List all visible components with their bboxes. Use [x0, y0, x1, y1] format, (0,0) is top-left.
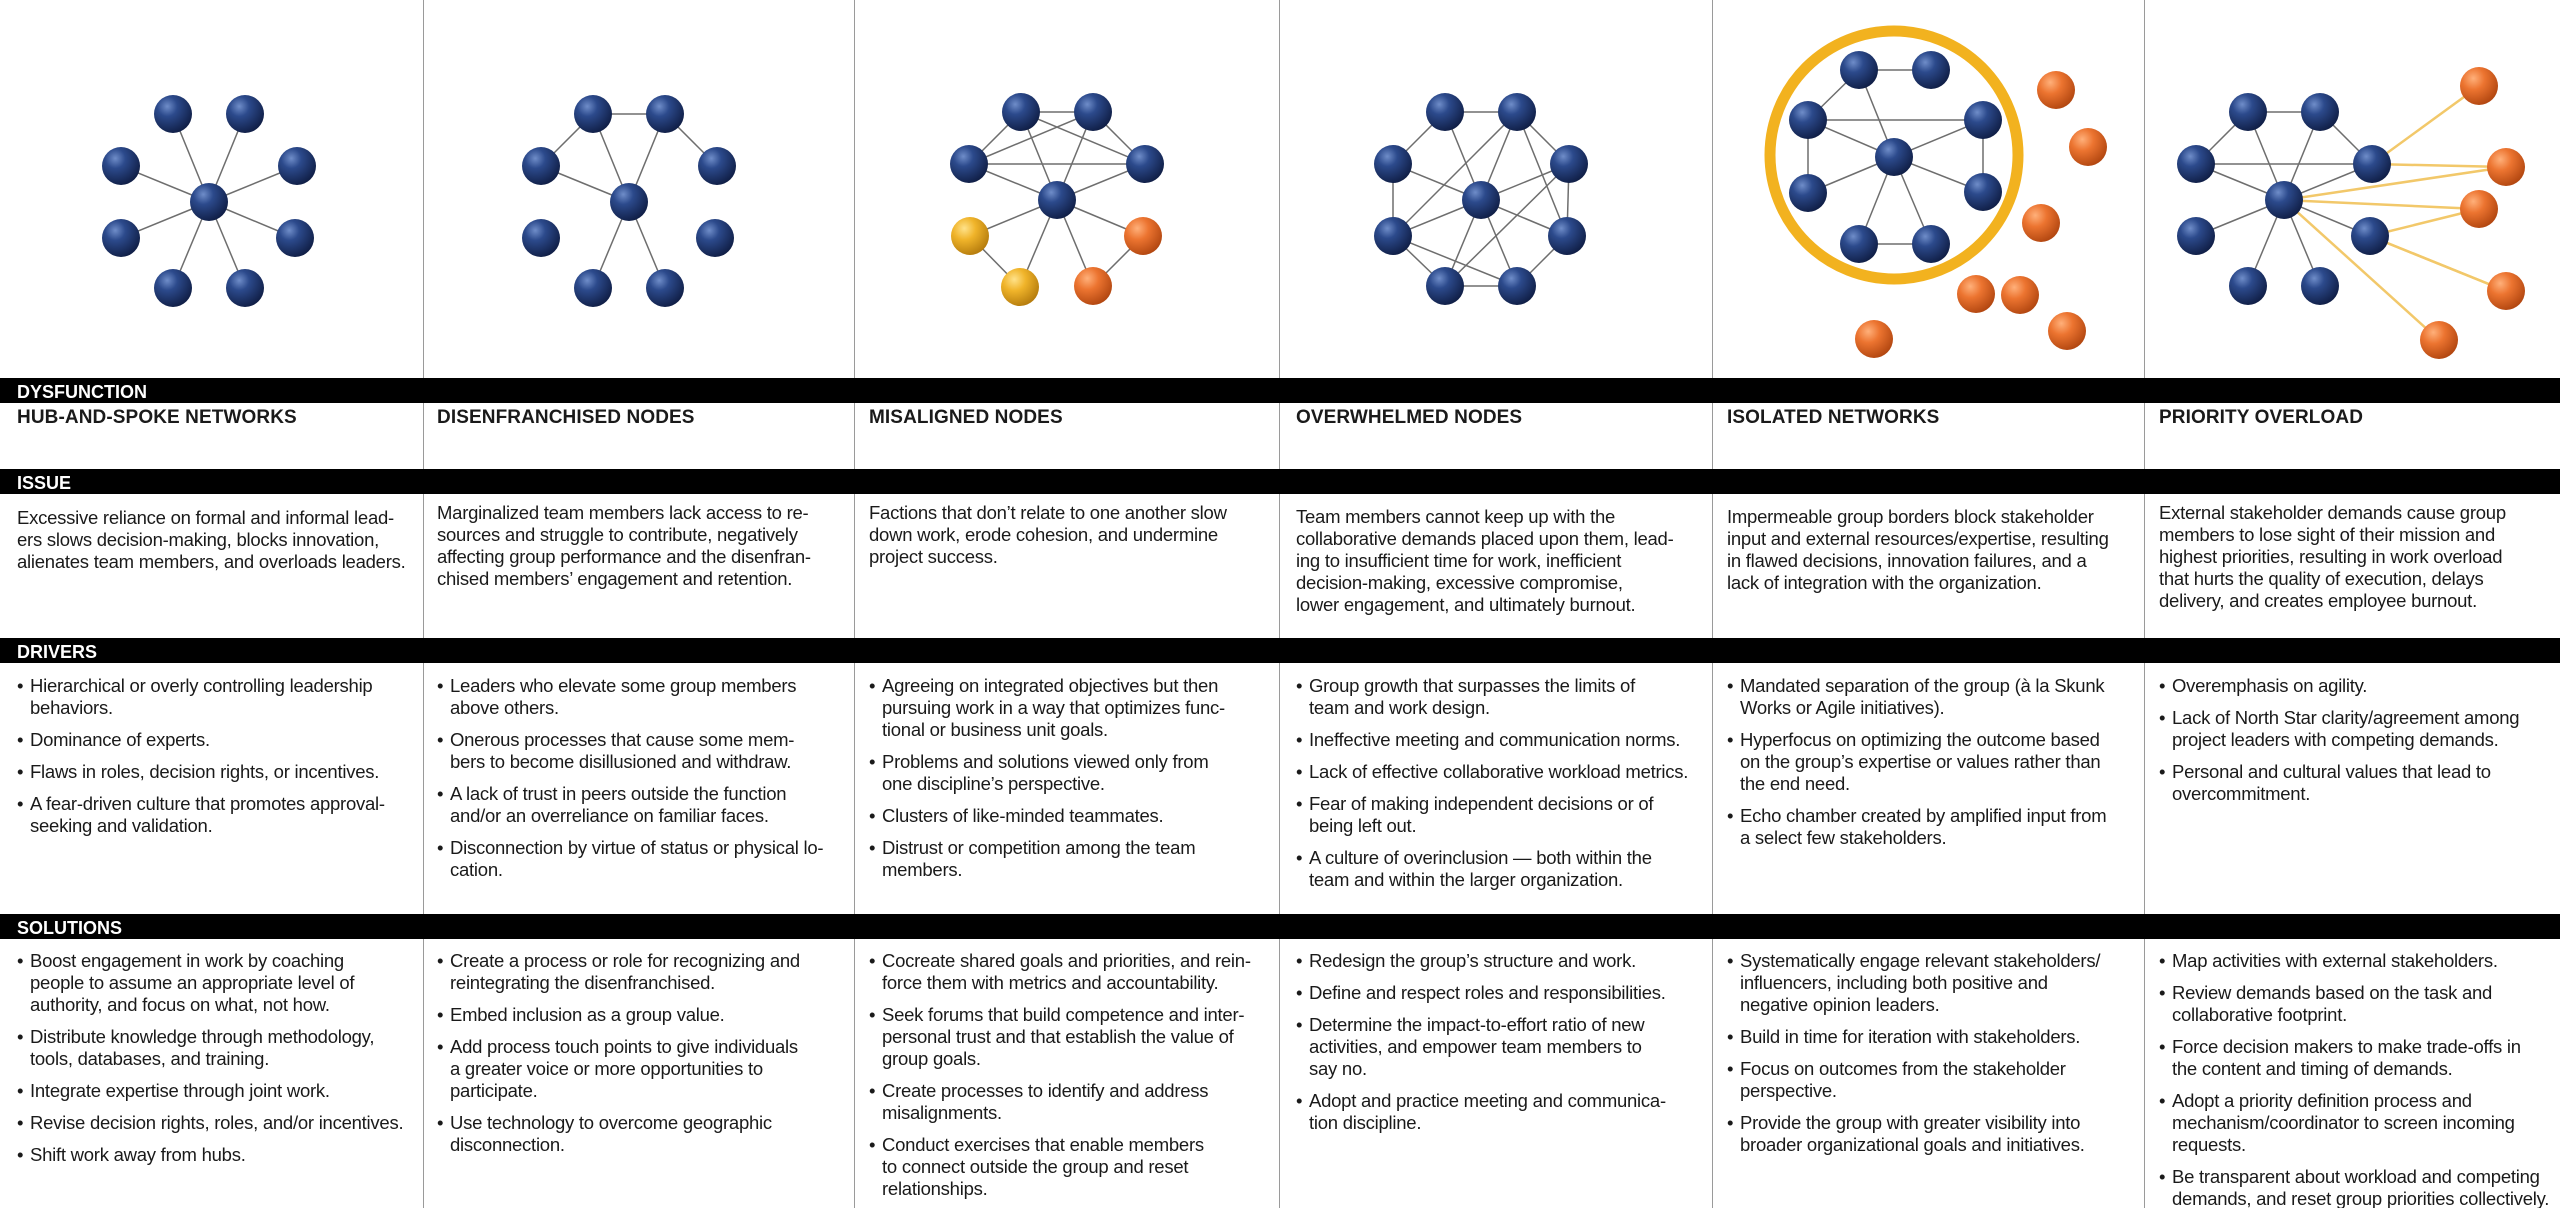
- external-node: [2460, 190, 2498, 228]
- column-divider: [1279, 0, 1280, 1208]
- bullet-item: • Revise decision rights, roles, and/or incentives.: [17, 1112, 417, 1134]
- bullet-item: • Clusters of like-minded teammates.: [869, 805, 1274, 827]
- network-node: [1964, 101, 2002, 139]
- bullet-item: • Adopt a priority definition process and mechanism/coordinator to screen incoming requests.: [2159, 1090, 2557, 1156]
- network-diagrams: [0, 0, 2560, 378]
- drivers-list: [437, 675, 847, 891]
- network-node: [696, 219, 734, 257]
- bullet-item: • Force decision makers to make trade-offs in the content and timing of demands.: [2159, 1036, 2557, 1080]
- bullet-item: • Map activities with external stakeholders.: [2159, 950, 2557, 972]
- network-node: [1964, 173, 2002, 211]
- network-node: [1789, 174, 1827, 212]
- column-divider: [854, 0, 855, 1208]
- bullet-item: • A lack of trust in peers outside the function and/or an overreliance on familiar faces.: [437, 783, 847, 827]
- external-node: [1957, 275, 1995, 313]
- network-node: [1498, 267, 1536, 305]
- bullet-item: • Mandated separation of the group (à la Skunk Works or Agile initiatives).: [1727, 675, 2139, 719]
- bullet-item: • Cocreate shared goals and priorities, and rein- force them with metrics and accountability.: [869, 950, 1274, 994]
- stakeholder-link: [2370, 236, 2506, 291]
- column-name: ISOLATED NETWORKS: [1727, 407, 1940, 428]
- column-divider: [1712, 0, 1713, 1208]
- solutions-list: [1296, 950, 1706, 1144]
- stakeholder-link: [2372, 164, 2506, 167]
- external-node: [2487, 148, 2525, 186]
- network-node: [190, 183, 228, 221]
- network-node: [1426, 267, 1464, 305]
- network-node: [2301, 93, 2339, 131]
- stakeholder-link: [2284, 200, 2479, 209]
- bullet-item: • Redesign the group’s structure and work.: [1296, 950, 1706, 972]
- network-node: [2229, 93, 2267, 131]
- drivers-list: [2159, 675, 2557, 815]
- bullet-item: • Agreeing on integrated objectives but then pursuing work in a way that optimizes func- tional or business unit goals.: [869, 675, 1274, 741]
- network-node: [1498, 93, 1536, 131]
- column-name: DISENFRANCHISED NODES: [437, 407, 695, 428]
- section-bar-solutions: [0, 914, 2560, 939]
- bullet-item: • Shift work away from hubs.: [17, 1144, 417, 1166]
- network-node: [1789, 101, 1827, 139]
- section-label-drivers: DRIVERS: [17, 642, 98, 662]
- bullet-item: • Distribute knowledge through methodology, tools, databases, and training.: [17, 1026, 417, 1070]
- external-node: [2048, 312, 2086, 350]
- network-node: [278, 147, 316, 185]
- drivers-list: [869, 675, 1274, 891]
- drivers-list: [17, 675, 417, 847]
- network-node: [574, 95, 612, 133]
- network-node: [522, 147, 560, 185]
- network-link: [1393, 112, 1517, 236]
- bullet-item: • A culture of overinclusion — both within the team and within the larger organization.: [1296, 847, 1706, 891]
- network-node: [2351, 217, 2389, 255]
- bullet-item: • Overemphasis on agility.: [2159, 675, 2557, 697]
- bullet-item: • Focus on outcomes from the stakeholder perspective.: [1727, 1058, 2139, 1102]
- solutions-list: [869, 950, 1274, 1208]
- bullet-item: • Personal and cultural values that lead to overcommitment.: [2159, 761, 2557, 805]
- column-name: PRIORITY OVERLOAD: [2159, 407, 2364, 428]
- column-divider: [423, 0, 424, 1208]
- issue-text: External stakeholder demands cause group members to lose sight of their mission and highest priorities, resulting in work overload that hurts the quality of execution, delays delivery, and creates employee burnout.: [2159, 502, 2506, 611]
- bullet-item: • A fear-driven culture that promotes approval- seeking and validation.: [17, 793, 417, 837]
- network-node: [1912, 51, 1950, 89]
- external-node: [2420, 321, 2458, 359]
- network-node: [276, 219, 314, 257]
- external-node: [1124, 217, 1162, 255]
- network-node: [1374, 145, 1412, 183]
- column-divider: [2144, 0, 2145, 1208]
- network-node: [1038, 181, 1076, 219]
- network-node: [1840, 51, 1878, 89]
- bullet-item: • Lack of North Star clarity/agreement among project leaders with competing demands.: [2159, 707, 2557, 751]
- network-node: [1840, 225, 1878, 263]
- network-node: [102, 147, 140, 185]
- bullet-item: • Ineffective meeting and communication norms.: [1296, 729, 1706, 751]
- bullet-item: • Create a process or role for recognizing and reintegrating the disenfranchised.: [437, 950, 847, 994]
- network-node: [1002, 93, 1040, 131]
- bullet-item: • Hyperfocus on optimizing the outcome based on the group’s expertise or values rather than the end need.: [1727, 729, 2139, 795]
- bullet-item: • Define and respect roles and responsibilities.: [1296, 982, 1706, 1004]
- bullet-item: • Hierarchical or overly controlling leadership behaviors.: [17, 675, 417, 719]
- network-node: [646, 95, 684, 133]
- bullet-item: • Echo chamber created by amplified input from a select few stakeholders.: [1727, 805, 2139, 849]
- external-node: [2022, 204, 2060, 242]
- issue-text: Impermeable group borders block stakeholder input and external resources/expertise, resulting in flawed decisions, innovation failures, and a lack of integration with the organization.: [1727, 506, 2109, 593]
- network-node: [1912, 225, 1950, 263]
- external-node: [2001, 276, 2039, 314]
- bullet-item: • Be transparent about workload and competing demands, and reset group priorities collectively.: [2159, 1166, 2557, 1208]
- network-node: [1126, 145, 1164, 183]
- column-name: MISALIGNED NODES: [869, 407, 1063, 428]
- bullet-item: • Adopt and practice meeting and communica- tion discipline.: [1296, 1090, 1706, 1134]
- network-node: [1550, 145, 1588, 183]
- external-node: [2069, 128, 2107, 166]
- issue-text: Team members cannot keep up with the collaborative demands placed upon them, lead- ing to insufficient time for work, inefficient decision-making, excessive compromise, lower engagement, and ultimately burnout.: [1296, 506, 1674, 615]
- bullet-item: • Lack of effective collaborative workload metrics.: [1296, 761, 1706, 783]
- network-node: [950, 145, 988, 183]
- bullet-item: • Distrust or competition among the team members.: [869, 837, 1274, 881]
- network-node: [154, 269, 192, 307]
- network-node: [522, 219, 560, 257]
- bullet-item: • Disconnection by virtue of status or physical lo- cation.: [437, 837, 847, 881]
- network-node: [2353, 145, 2391, 183]
- bullet-item: • Leaders who elevate some group members above others.: [437, 675, 847, 719]
- bullet-item: • Provide the group with greater visibility into broader organizational goals and initiatives.: [1727, 1112, 2139, 1156]
- external-node: [2460, 67, 2498, 105]
- bullet-item: • Review demands based on the task and collaborative footprint.: [2159, 982, 2557, 1026]
- bullet-item: • Onerous processes that cause some mem- bers to become disillusioned and withdraw.: [437, 729, 847, 773]
- section-label-solutions: SOLUTIONS: [17, 918, 123, 938]
- bullet-item: • Build in time for iteration with stakeholders.: [1727, 1026, 2139, 1048]
- issue-text: Marginalized team members lack access to re- sources and struggle to contribute, negatively affecting group performance and the disenfran- chised members’ engagement and retention.: [437, 502, 811, 589]
- solutions-list: [1727, 950, 2139, 1166]
- bullet-item: • Use technology to overcome geographic disconnection.: [437, 1112, 847, 1156]
- network-node: [1462, 181, 1500, 219]
- misaligned-node: [1001, 268, 1039, 306]
- external-node: [1074, 267, 1112, 305]
- column-name: HUB-AND-SPOKE NETWORKS: [17, 407, 297, 428]
- solutions-list: [17, 950, 417, 1176]
- network-node: [226, 95, 264, 133]
- bullet-item: • Seek forums that build competence and inter- personal trust and that establish the value of group goals.: [869, 1004, 1274, 1070]
- bullet-item: • Group growth that surpasses the limits of team and work design.: [1296, 675, 1706, 719]
- network-node: [2301, 267, 2339, 305]
- solutions-list: [2159, 950, 2557, 1208]
- stakeholder-link: [2372, 86, 2479, 164]
- network-node: [610, 183, 648, 221]
- solutions-list: [437, 950, 847, 1166]
- column-name: OVERWHELMED NODES: [1296, 407, 1523, 428]
- drivers-list: [1727, 675, 2139, 859]
- network-node: [1074, 93, 1112, 131]
- issue-text: Excessive reliance on formal and informal lead- ers slows decision-making, blocks innovation, alienates team members, and overloads leaders.: [17, 507, 406, 572]
- bullet-item: • Fear of making independent decisions or of being left out.: [1296, 793, 1706, 837]
- network-node: [154, 95, 192, 133]
- section-bar-issue: [0, 469, 2560, 494]
- section-label-dysfunction: DYSFUNCTION: [17, 382, 147, 402]
- external-node: [1855, 320, 1893, 358]
- issue-text: Factions that don’t relate to one another slow down work, erode cohesion, and undermine project success.: [869, 502, 1227, 567]
- section-bar-dysfunction: [0, 378, 2560, 403]
- bullet-item: • Flaws in roles, decision rights, or incentives.: [17, 761, 417, 783]
- network-link: [1445, 164, 1569, 286]
- bullet-item: • Add process touch points to give individuals a greater voice or more opportunities to participate.: [437, 1036, 847, 1102]
- network-node: [2265, 181, 2303, 219]
- network-node: [1374, 217, 1412, 255]
- network-node: [574, 269, 612, 307]
- section-bar-drivers: [0, 638, 2560, 663]
- bullet-item: • Embed inclusion as a group value.: [437, 1004, 847, 1026]
- network-node: [1875, 138, 1913, 176]
- bullet-item: • Dominance of experts.: [17, 729, 417, 751]
- bullet-item: • Create processes to identify and address misalignments.: [869, 1080, 1274, 1124]
- network-node: [2229, 267, 2267, 305]
- network-node: [646, 269, 684, 307]
- bullet-item: • Boost engagement in work by coaching people to assume an appropriate level of authority, and focus on what, not how.: [17, 950, 417, 1016]
- network-node: [226, 269, 264, 307]
- external-node: [2487, 272, 2525, 310]
- network-node: [1426, 93, 1464, 131]
- misaligned-node: [951, 217, 989, 255]
- network-node: [698, 147, 736, 185]
- network-node: [2177, 145, 2215, 183]
- network-node: [1548, 217, 1586, 255]
- external-node: [2037, 71, 2075, 109]
- bullet-item: • Determine the impact-to-effort ratio of new activities, and empower team members to say no.: [1296, 1014, 1706, 1080]
- network-node: [2177, 217, 2215, 255]
- section-label-issue: ISSUE: [17, 473, 72, 493]
- network-node: [102, 219, 140, 257]
- bullet-item: • Problems and solutions viewed only from one discipline’s perspective.: [869, 751, 1274, 795]
- bullet-item: • Integrate expertise through joint work.: [17, 1080, 417, 1102]
- drivers-list: [1296, 675, 1706, 901]
- bullet-item: • Systematically engage relevant stakeholders/ influencers, including both positive and negative opinion leaders.: [1727, 950, 2139, 1016]
- bullet-item: • Conduct exercises that enable members to connect outside the group and reset relationships.: [869, 1134, 1274, 1200]
